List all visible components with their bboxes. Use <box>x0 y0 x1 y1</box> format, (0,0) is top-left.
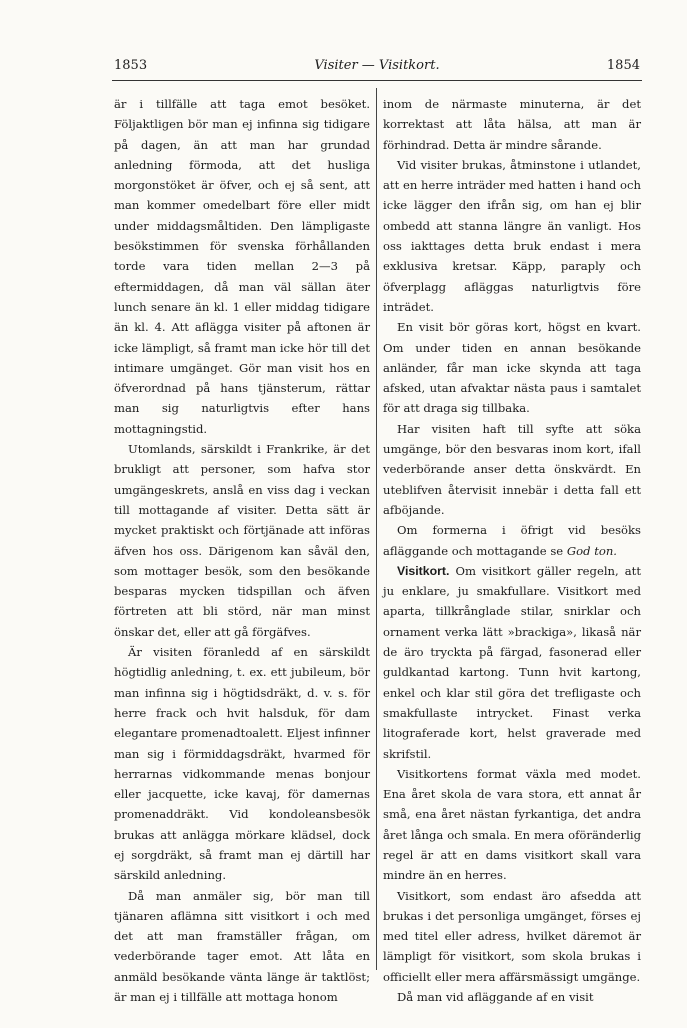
paragraph: Vid visiter brukas, åtminstone i utlandet, att en herre inträder med hatten i hand och icke lägger den ifrån sig, om han ej blir ombedd att stanna längre än vanligt. Hos oss iakttages detta bruk endast i mera exklusiva kretsar. Käpp, paraply och öfverplagg afläggas naturligtvis före inträdet. <box>383 157 641 314</box>
right-column <box>383 94 641 1007</box>
page-number-left: 1853 <box>114 58 148 73</box>
column-divider <box>376 88 377 970</box>
paragraph <box>383 520 641 561</box>
paragraph: Utomlands, särskildt i Frankrike, är det brukligt att personer, som hafva stor umgängeskrets, anslå en viss dag i veckan till mottagande af visiter. Detta sätt är mycket praktiskt och förtjänade att införas äfven hos oss. Därigenom kan såväl den, som mottager besök, som den besökande besparas mycken tidspillan och äfven förtreten att bli störd, när man minst önskar det, eller att gå förgäfves. <box>114 442 370 639</box>
paragraph: En visit bör göras kort, högst en kvart. Om under tiden en annan besökande anländer, får man icke skynda att taga afsked, utan afvaktar nästa paus i samtalet för att draga sig tillbaka. <box>383 320 641 416</box>
header-rule <box>112 80 642 81</box>
left-column <box>114 94 370 1007</box>
paragraph: Då man vid afläggande af en visit <box>397 990 594 1005</box>
paragraph: är i tillfälle att taga emot besöket. Följaktligen bör man ej infinna sig tidigare på dagen, än att man har grundad anledning förmoda, att det husliga morgonstöket är öfver, och ej så sent, att man kommer omedelbart före eller midt under middagsmåltiden. Den lämpligaste besökstimmen för svenska förhållanden torde vara tiden mellan 2—3 på eftermiddagen, då man väl sällan äter lunch senare än kl. 1 eller middag tidigare än kl. 4. Att aflägga visiter på aftonen är icke lämpligt, så framt man icke hör till det intimare umgänget. Gör man visit hos en öfverordnad på hans tjänsterum, rättar man sig naturligtvis efter hans mottagningstid. <box>114 97 370 436</box>
section-heading: Visitkort. <box>397 563 450 578</box>
paragraph-text: Om visitkort gäller regeln, att ju enklare, ju smakfullare. Visitkort med aparta, tillkrånglade stilar, snirklar och ornament verka lätt »brackiga», likaså när de äro tryckta på färgad, fasonerad eller guldkantad kartong. Tunn hvit kartong, enkel och klar stil göra det trefligaste och smakfullaste intrycket. Finast verka litograferade kort, helst graverade med skrifstil. <box>383 563 641 761</box>
cross-reference: God ton. <box>566 543 617 558</box>
paragraph: Visitkortens format växla med modet. Ena året skola de vara stora, ett annat år små, ena året nästan fyrkantiga, det andra året långa och smala. En mera oföränderlig regel är att en dams visitkort skall vara mindre än en herres. <box>383 766 641 883</box>
page-number-right: 1854 <box>606 58 640 73</box>
paragraph <box>383 561 641 764</box>
paragraph: Har visiten haft till syfte att söka umgänge, bör den besvaras inom kort, ifall vederbörande anser detta önskvärdt. En uteblifven återvisit innebär i detta fall ett afböjande. <box>383 421 641 517</box>
paragraph: Då man anmäler sig, bör man till tjänaren aflämna sitt visitkort i och med det att man framställer frågan, om vederbörande tager emot. Att låta en anmäld besökande vänta länge är taktlöst; är man ej i tillfälle att mottaga honom <box>114 888 370 1005</box>
running-title: Visiter — Visitkort. <box>314 58 440 73</box>
paragraph: Visitkort, som endast äro afsedda att brukas i det personliga umgänget, förses ej med titel eller adress, hvilket däremot är lämpligt för visitkort, som skola brukas i officiellt eller mera affärsmässigt umgänge. <box>383 888 641 984</box>
paragraph: Är visiten föranledd af en särskildt högtidlig anledning, t. ex. ett jubileum, bör man infinna sig i högtidsdräkt, d. v. s. för herre frack och hvit halsduk, för dam elegantare promenadtoalett. Eljest infinner man sig i förmiddagsdräkt, hvarmed för herrarnas vidkommande menas bonjour eller jacquette, icke kavaj, för damernas promenaddräkt. Vid kondoleansbesök brukas att anlägga mörkare klädsel, dock ej sorgdräkt, så framt man ej därtill har särskild anledning. <box>114 645 370 883</box>
running-header <box>114 58 640 78</box>
paragraph-text: Om formerna i öfrigt vid besöks afläggande och mottagande se <box>383 523 641 558</box>
paragraph: inom de närmaste minuterna, är det korrektast att låta hälsa, att man är förhindrad. Detta är mindre sårande. <box>383 97 641 152</box>
